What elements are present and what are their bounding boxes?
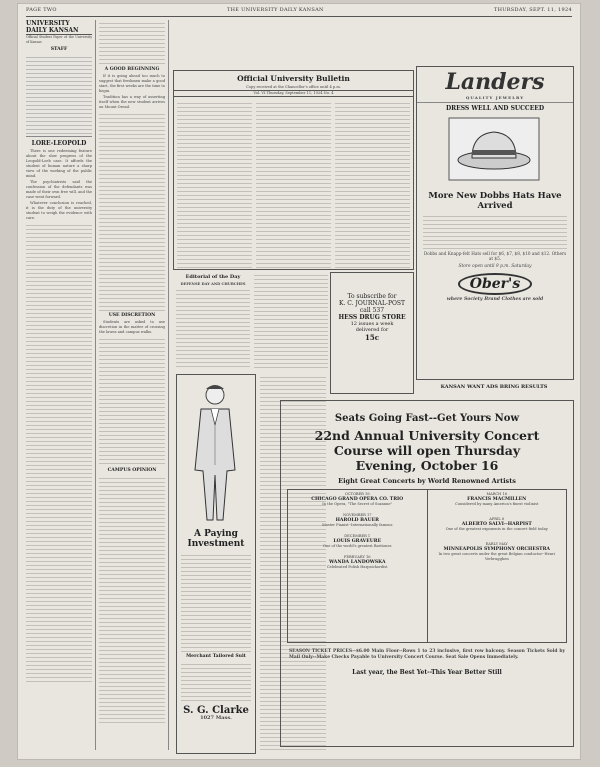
editorial-of-day xyxy=(176,272,250,368)
divider xyxy=(26,136,92,137)
ticket-prices: SEASON TICKET PRICES--$6.00 Main Floor--Rows 1 to 23 inclusive, first row balcony. Season Tickets Sold by Mail Only--Make Checks Payable to University Concert Course. Seat Sale Opens Immediately. xyxy=(289,649,565,660)
ad-text xyxy=(423,213,567,249)
concert-entry: NOVEMBER 17 HAROLD BAUER Master Pianist--Internationally famous xyxy=(322,513,393,527)
concert-entry: APRIL 6 ALBERTO SALVI--HARPIST One of the greatest exponents in the concert field today xyxy=(445,517,548,531)
issue-date: THURSDAY, SEPT. 11, 1924 xyxy=(493,7,572,13)
bulletin-volume: Vol. VI Thursday, September 11, 1924 No. 4 xyxy=(174,90,413,97)
want-ads-banner: KANSAN WANT ADS BRING RESULTS xyxy=(440,384,548,390)
kc-line-4: HESS DRUG STORE xyxy=(338,314,406,321)
beginning-heading: A GOOD BEGINNING xyxy=(104,67,160,72)
clarke-address: 1027 Mass. xyxy=(200,715,232,721)
clarke-ad xyxy=(176,374,256,754)
concert-entry: DECEMBER 1 LOUIS GRAVEURE One of the world's greatest Baritones xyxy=(323,534,392,548)
editorial-heading: LORE-LEOPOLD xyxy=(31,140,87,147)
column-text xyxy=(26,222,92,682)
column-1 xyxy=(26,20,92,750)
obers-tagline: where Society Brand Clothes are sold xyxy=(446,297,544,302)
column-rule xyxy=(95,20,96,750)
paragraph: Whatever conclusion is reached, it is the duty of the university student to weigh the evidence with care. xyxy=(26,201,92,220)
bulletin-column xyxy=(335,100,410,270)
clarke-name: S. G. Clarke xyxy=(183,705,249,716)
obers-logo: Ober's xyxy=(458,273,532,295)
kc-line-1: To subscribe for xyxy=(347,293,397,300)
university-bulletin xyxy=(173,70,414,270)
staff-listing xyxy=(26,54,92,134)
page-header xyxy=(26,7,572,17)
campus-opinion-heading: CAMPUS OPINION xyxy=(107,468,157,473)
nameplate: UNIVERSITY DAILY KANSAN xyxy=(26,20,92,35)
kc-line-2: K. C. JOURNAL-POST xyxy=(338,300,406,307)
store-hours: Store open until 9 p.m. Saturday xyxy=(458,264,532,269)
discretion-heading: USE DISCRETION xyxy=(108,313,156,318)
column-2 xyxy=(99,20,165,750)
landers-ober-ad xyxy=(416,66,574,380)
paragraph: If it is going ahead too much to suggest that freshmen make a good start, the first weeks are the time to begin. xyxy=(99,74,165,93)
landers-logo: Landers xyxy=(445,69,545,95)
concert-list-left xyxy=(287,489,428,643)
paragraph: The psychiatrists said the confession of the defendants was made of their own free will, and the case went forward. xyxy=(26,180,92,199)
dobbs-prices: Dobbs and Knapp-felt Hats sell for $6, $7, $8, $10 and $12. Others at $5. xyxy=(423,251,567,261)
dobbs-headline: More New Dobbs Hats Have Arrived xyxy=(428,191,562,211)
paragraph: Students are asked to use discretion in the matter of crossing the lawns and campus walks. xyxy=(99,320,165,334)
bulletin-column xyxy=(256,100,331,270)
page-number: PAGE TWO xyxy=(26,7,57,13)
concert-list-right xyxy=(428,489,568,643)
concert-entry: EARLY MAY MINNEAPOLIS SYMPHONY ORCHESTRA In two great concerts under the great Belgian conductor--Henri Verbrugghen xyxy=(438,542,555,561)
concert-entry: OCTOBER 16 CHICAGO GRAND OPERA CO. TRIO In the Opera, "The Secret of Suzanne" xyxy=(311,492,404,506)
concert-entry: MARCH 16 FRANCIS MACMILLEN Considered by many America's finest violinist xyxy=(455,492,539,506)
editorial-of-day-title: Editorial of the Day xyxy=(185,274,241,280)
newspaper-page xyxy=(18,4,580,759)
editorial-of-day-subtitle: DEFENSE DAY AND CHURCHES xyxy=(180,282,246,286)
concert-entry: FEBRUARY 16 WANDA LANDOWSKA Celebrated Polish Harpsichordist xyxy=(326,555,388,569)
kc-price: 15c xyxy=(364,333,379,342)
kc-line-6: delivered for xyxy=(355,327,389,333)
concert-course-ad xyxy=(280,400,574,747)
paragraph: Tradition has a way of asserting itself when the new student arrives on Mount Oread. xyxy=(99,95,165,109)
concert-title-2: Course will open Thursday xyxy=(333,443,521,458)
ad-text xyxy=(181,552,251,652)
editorial-body xyxy=(26,149,92,221)
column-text xyxy=(99,111,165,311)
column-text xyxy=(99,475,165,725)
bulletin-column xyxy=(177,100,252,270)
staff-heading: STAFF xyxy=(50,47,68,52)
concert-title-1: 22nd Annual University Concert xyxy=(314,428,540,443)
ad-text xyxy=(181,661,251,701)
column-text xyxy=(99,20,165,65)
hat-illustration xyxy=(417,114,571,184)
man-in-suit-illustration xyxy=(177,375,253,525)
landers-tagline: QUALITY JEWELRY xyxy=(465,95,525,100)
paragraph: There is one redeeming feature about the slow progress of the Leopold-Loeb case. It affords the student of human nature a sharp view of the working of the public mind. xyxy=(26,149,92,178)
kc-journal-ad xyxy=(330,272,414,394)
dress-well-heading: DRESS WELL AND SUCCEED xyxy=(445,105,545,112)
nameplate-subtitle: Official Student Paper of the University of Kansas xyxy=(26,35,92,44)
kc-line-5: 12 issues a week xyxy=(350,321,394,327)
column-text xyxy=(99,336,165,466)
column-rule xyxy=(168,20,169,750)
clarke-headline-2: Investment xyxy=(187,539,245,549)
clarke-headline-1: A Paying xyxy=(194,529,238,539)
bulletin-title: Official University Bulletin xyxy=(237,74,350,83)
bulletin-notice: Copy received at the Chancellor's office until 4 p.m. xyxy=(246,85,341,89)
clarke-service: Merchant Tailored Suit xyxy=(186,654,246,659)
concert-title-3: Evening, October 16 xyxy=(355,458,499,473)
concert-top-line: Seats Going Fast--Get Yours Now xyxy=(334,413,520,424)
masthead: THE UNIVERSITY DAILY KANSAN xyxy=(227,7,324,13)
kc-line-3: call 537 xyxy=(359,307,385,314)
concert-bottom-line: Last year, the Best Yet--This Year Better Still xyxy=(352,669,502,676)
column-text-block xyxy=(254,272,328,368)
column-text xyxy=(176,287,250,367)
concert-subtitle: Eight Great Concerts by World Renowned Artists xyxy=(338,477,516,485)
